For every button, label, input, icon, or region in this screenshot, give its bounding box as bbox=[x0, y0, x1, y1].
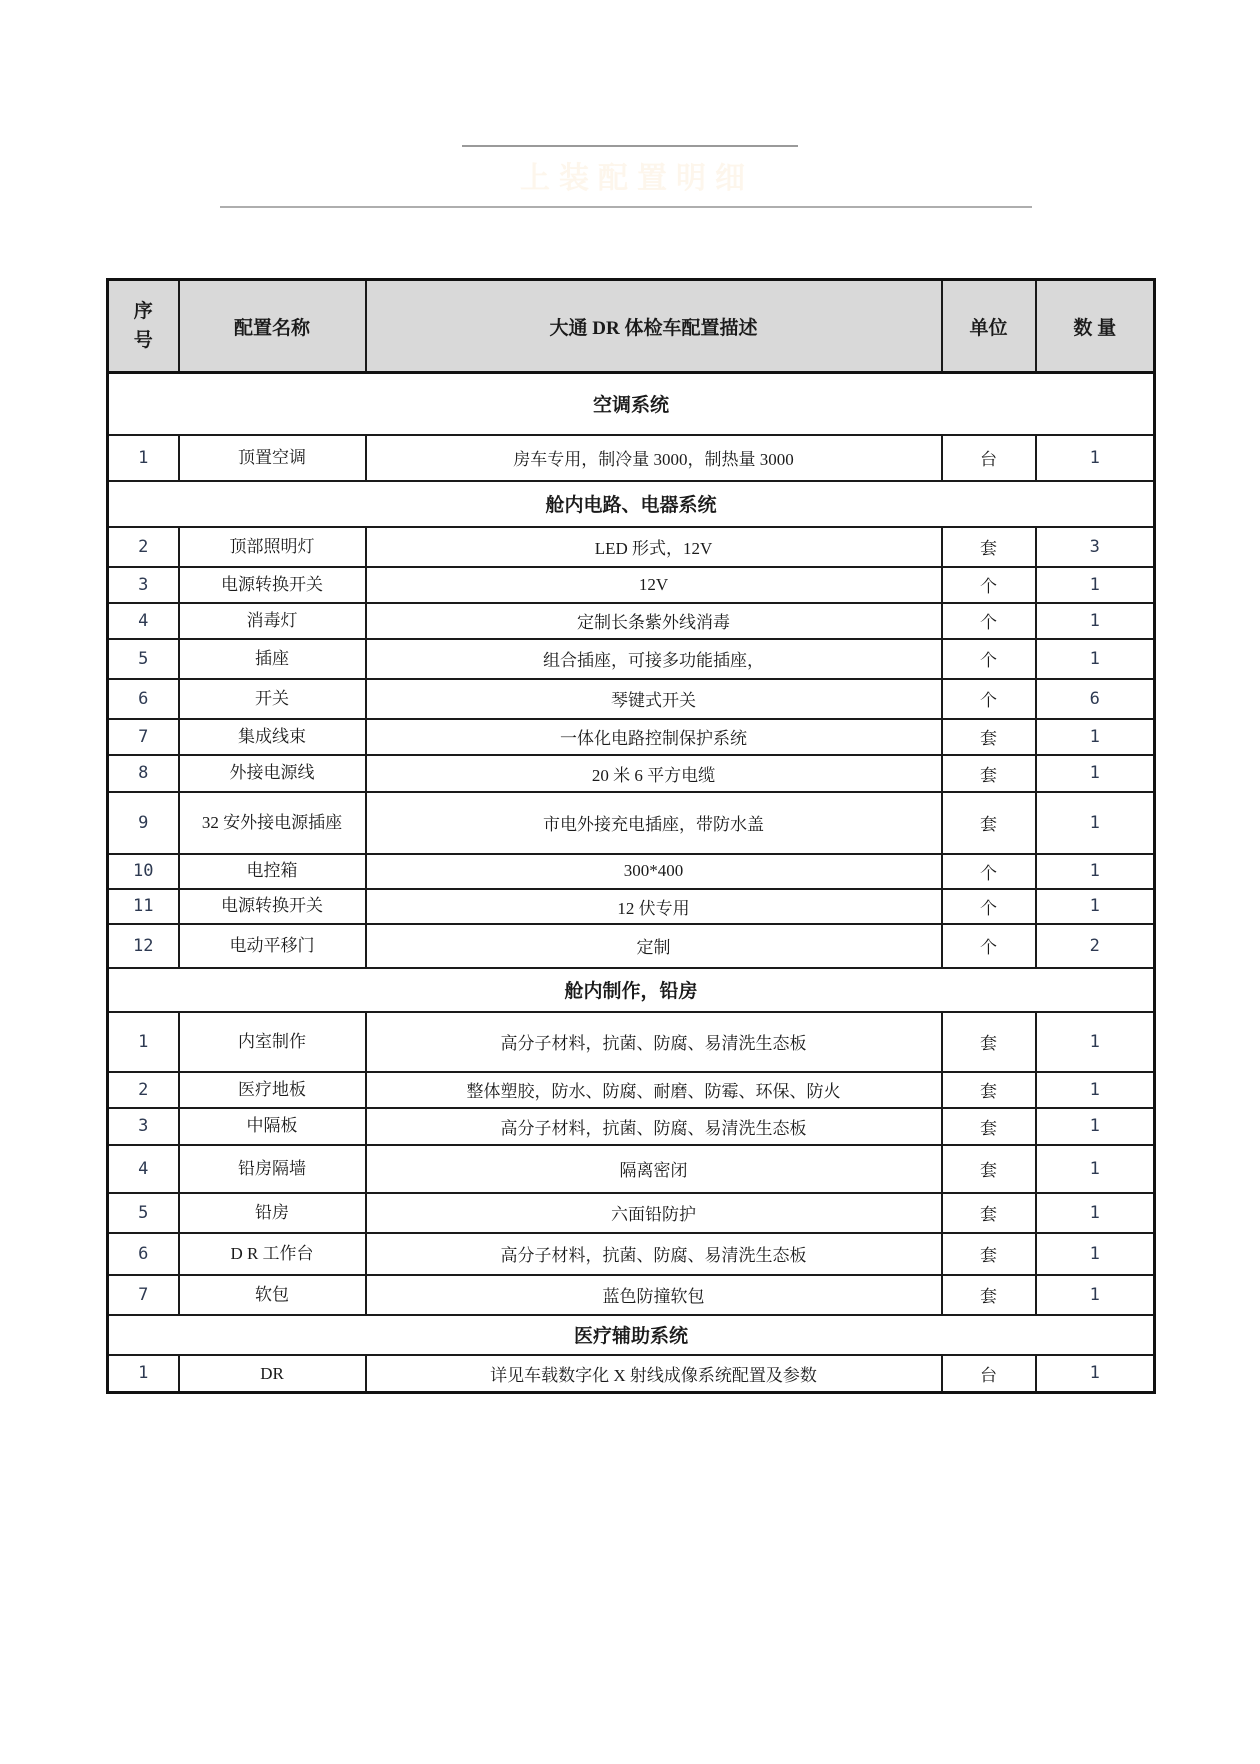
table-row bbox=[108, 567, 1155, 603]
row-desc-cell: 琴键式开关 bbox=[366, 679, 942, 719]
row-unit-cell: 个 bbox=[942, 603, 1036, 639]
row-name-cell: 铅房隔墙 bbox=[179, 1145, 366, 1193]
row-name-cell: 电源转换开关 bbox=[179, 889, 366, 924]
row-desc-cell: 高分子材料，抗菌、防腐、易清洗生态板 bbox=[366, 1233, 942, 1275]
row-name-cell: 开关 bbox=[179, 679, 366, 719]
row-name-cell: 插座 bbox=[179, 639, 366, 679]
row-name-cell: 内室制作 bbox=[179, 1012, 366, 1072]
row-name-cell: 顶部照明灯 bbox=[179, 527, 366, 567]
row-name-cell: 中隔板 bbox=[179, 1108, 366, 1145]
row-index-cell: 2 bbox=[108, 1072, 179, 1108]
row-desc-cell: 六面铅防护 bbox=[366, 1193, 942, 1233]
row-unit-cell: 套 bbox=[942, 792, 1036, 854]
row-index-cell: 7 bbox=[108, 1275, 179, 1315]
row-unit-cell: 个 bbox=[942, 639, 1036, 679]
row-name-cell: 32 安外接电源插座 bbox=[179, 792, 366, 854]
row-name-cell: 电控箱 bbox=[179, 854, 366, 889]
table-row bbox=[108, 1275, 1155, 1315]
row-index-cell: 8 bbox=[108, 755, 179, 792]
row-unit-cell: 个 bbox=[942, 854, 1036, 889]
table-row bbox=[108, 1355, 1155, 1393]
row-desc-cell: 20 米 6 平方电缆 bbox=[366, 755, 942, 792]
row-qty-cell: 1 bbox=[1036, 639, 1155, 679]
col-header-description: 大通 DR 体检车配置描述 bbox=[366, 280, 942, 373]
row-name-cell: 软包 bbox=[179, 1275, 366, 1315]
row-index-cell: 3 bbox=[108, 567, 179, 603]
row-unit-cell: 个 bbox=[942, 567, 1036, 603]
row-desc-cell: 整体塑胶，防水、防腐、耐磨、防霉、环保、防火 bbox=[366, 1072, 942, 1108]
table-row bbox=[108, 1012, 1155, 1072]
row-unit-cell: 台 bbox=[942, 435, 1036, 481]
row-name-cell: 医疗地板 bbox=[179, 1072, 366, 1108]
row-desc-cell: 组合插座，可接多功能插座， bbox=[366, 639, 942, 679]
row-qty-cell: 1 bbox=[1036, 1145, 1155, 1193]
row-desc-cell: LED 形式，12V bbox=[366, 527, 942, 567]
row-name-cell: 电动平移门 bbox=[179, 924, 366, 968]
row-qty-cell: 1 bbox=[1036, 1355, 1155, 1393]
table-header-row bbox=[108, 280, 1155, 373]
col-header-name: 配置名称 bbox=[179, 280, 366, 373]
table-row bbox=[108, 889, 1155, 924]
table-row bbox=[108, 1072, 1155, 1108]
row-unit-cell: 套 bbox=[942, 1072, 1036, 1108]
row-desc-cell: 蓝色防撞软包 bbox=[366, 1275, 942, 1315]
table-row bbox=[108, 639, 1155, 679]
section-header-row bbox=[108, 968, 1155, 1012]
table-row bbox=[108, 1145, 1155, 1193]
row-name-cell: 集成线束 bbox=[179, 719, 366, 755]
row-unit-cell: 套 bbox=[942, 755, 1036, 792]
col-header-unit: 单位 bbox=[942, 280, 1036, 373]
row-name-cell: D R 工作台 bbox=[179, 1233, 366, 1275]
title-banner bbox=[443, 148, 822, 202]
table-row bbox=[108, 1233, 1155, 1275]
col-header-index-label: 序号 bbox=[133, 300, 153, 351]
row-desc-cell: 12V bbox=[366, 567, 942, 603]
table-row bbox=[108, 1193, 1155, 1233]
row-index-cell: 5 bbox=[108, 639, 179, 679]
section-title: 舱内电路、电器系统 bbox=[108, 481, 1155, 527]
row-qty-cell: 1 bbox=[1036, 1233, 1155, 1275]
row-qty-cell: 1 bbox=[1036, 1275, 1155, 1315]
table-row bbox=[108, 755, 1155, 792]
row-unit-cell: 套 bbox=[942, 1233, 1036, 1275]
row-qty-cell: 1 bbox=[1036, 1072, 1155, 1108]
row-name-cell: DR bbox=[179, 1355, 366, 1393]
row-qty-cell: 1 bbox=[1036, 567, 1155, 603]
row-desc-cell: 300*400 bbox=[366, 854, 942, 889]
row-index-cell: 7 bbox=[108, 719, 179, 755]
section-header-row bbox=[108, 373, 1155, 435]
row-desc-cell: 高分子材料，抗菌、防腐、易清洗生态板 bbox=[366, 1012, 942, 1072]
row-index-cell: 1 bbox=[108, 435, 179, 481]
row-index-cell: 2 bbox=[108, 527, 179, 567]
row-qty-cell: 1 bbox=[1036, 854, 1155, 889]
page-title: 上装配置明细 bbox=[520, 162, 754, 195]
table-row bbox=[108, 924, 1155, 968]
row-index-cell: 12 bbox=[108, 924, 179, 968]
row-index-cell: 1 bbox=[108, 1355, 179, 1393]
row-qty-cell: 3 bbox=[1036, 527, 1155, 567]
row-index-cell: 3 bbox=[108, 1108, 179, 1145]
row-qty-cell: 1 bbox=[1036, 1193, 1155, 1233]
row-name-cell: 消毒灯 bbox=[179, 603, 366, 639]
table-row bbox=[108, 679, 1155, 719]
row-qty-cell: 2 bbox=[1036, 924, 1155, 968]
row-desc-cell: 高分子材料，抗菌、防腐、易清洗生态板 bbox=[366, 1108, 942, 1145]
row-name-cell: 顶置空调 bbox=[179, 435, 366, 481]
row-unit-cell: 套 bbox=[942, 1193, 1036, 1233]
row-unit-cell: 套 bbox=[942, 719, 1036, 755]
table-row bbox=[108, 435, 1155, 481]
row-qty-cell: 1 bbox=[1036, 889, 1155, 924]
row-index-cell: 11 bbox=[108, 889, 179, 924]
table-row bbox=[108, 792, 1155, 854]
row-qty-cell: 1 bbox=[1036, 719, 1155, 755]
section-header-row bbox=[108, 1315, 1155, 1355]
row-qty-cell: 1 bbox=[1036, 1012, 1155, 1072]
row-name-cell: 电源转换开关 bbox=[179, 567, 366, 603]
row-index-cell: 4 bbox=[108, 1145, 179, 1193]
table-row bbox=[108, 1108, 1155, 1145]
row-index-cell: 9 bbox=[108, 792, 179, 854]
section-title: 空调系统 bbox=[108, 373, 1155, 435]
table-row bbox=[108, 719, 1155, 755]
title-rule-bottom bbox=[220, 206, 1032, 208]
row-index-cell: 5 bbox=[108, 1193, 179, 1233]
row-name-cell: 外接电源线 bbox=[179, 755, 366, 792]
row-unit-cell: 套 bbox=[942, 527, 1036, 567]
row-desc-cell: 12 伏专用 bbox=[366, 889, 942, 924]
section-title: 医疗辅助系统 bbox=[108, 1315, 1155, 1355]
row-desc-cell: 定制长条紫外线消毒 bbox=[366, 603, 942, 639]
row-qty-cell: 6 bbox=[1036, 679, 1155, 719]
row-unit-cell: 台 bbox=[942, 1355, 1036, 1393]
row-desc-cell: 详见车载数字化 X 射线成像系统配置及参数 bbox=[366, 1355, 942, 1393]
row-unit-cell: 套 bbox=[942, 1145, 1036, 1193]
row-desc-cell: 市电外接充电插座，带防水盖 bbox=[366, 792, 942, 854]
section-header-row bbox=[108, 481, 1155, 527]
row-index-cell: 6 bbox=[108, 679, 179, 719]
row-qty-cell: 1 bbox=[1036, 755, 1155, 792]
row-unit-cell: 套 bbox=[942, 1108, 1036, 1145]
row-desc-cell: 房车专用，制冷量 3000，制热量 3000 bbox=[366, 435, 942, 481]
row-index-cell: 4 bbox=[108, 603, 179, 639]
table-row bbox=[108, 527, 1155, 567]
col-header-index bbox=[108, 280, 179, 373]
row-index-cell: 6 bbox=[108, 1233, 179, 1275]
row-unit-cell: 套 bbox=[942, 1275, 1036, 1315]
row-index-cell: 10 bbox=[108, 854, 179, 889]
row-qty-cell: 1 bbox=[1036, 1108, 1155, 1145]
table-row bbox=[108, 603, 1155, 639]
row-qty-cell: 1 bbox=[1036, 603, 1155, 639]
row-desc-cell: 一体化电路控制保护系统 bbox=[366, 719, 942, 755]
table-body bbox=[108, 373, 1155, 1393]
row-desc-cell: 隔离密闭 bbox=[366, 1145, 942, 1193]
row-unit-cell: 个 bbox=[942, 889, 1036, 924]
row-unit-cell: 个 bbox=[942, 679, 1036, 719]
row-unit-cell: 个 bbox=[942, 924, 1036, 968]
title-rule-top bbox=[462, 145, 798, 147]
row-qty-cell: 1 bbox=[1036, 792, 1155, 854]
col-header-quantity: 数 量 bbox=[1036, 280, 1155, 373]
row-name-cell: 铅房 bbox=[179, 1193, 366, 1233]
row-index-cell: 1 bbox=[108, 1012, 179, 1072]
row-unit-cell: 套 bbox=[942, 1012, 1036, 1072]
row-desc-cell: 定制 bbox=[366, 924, 942, 968]
table-row bbox=[108, 854, 1155, 889]
config-table bbox=[106, 278, 1156, 1394]
section-title: 舱内制作，铅房 bbox=[108, 968, 1155, 1012]
row-qty-cell: 1 bbox=[1036, 435, 1155, 481]
